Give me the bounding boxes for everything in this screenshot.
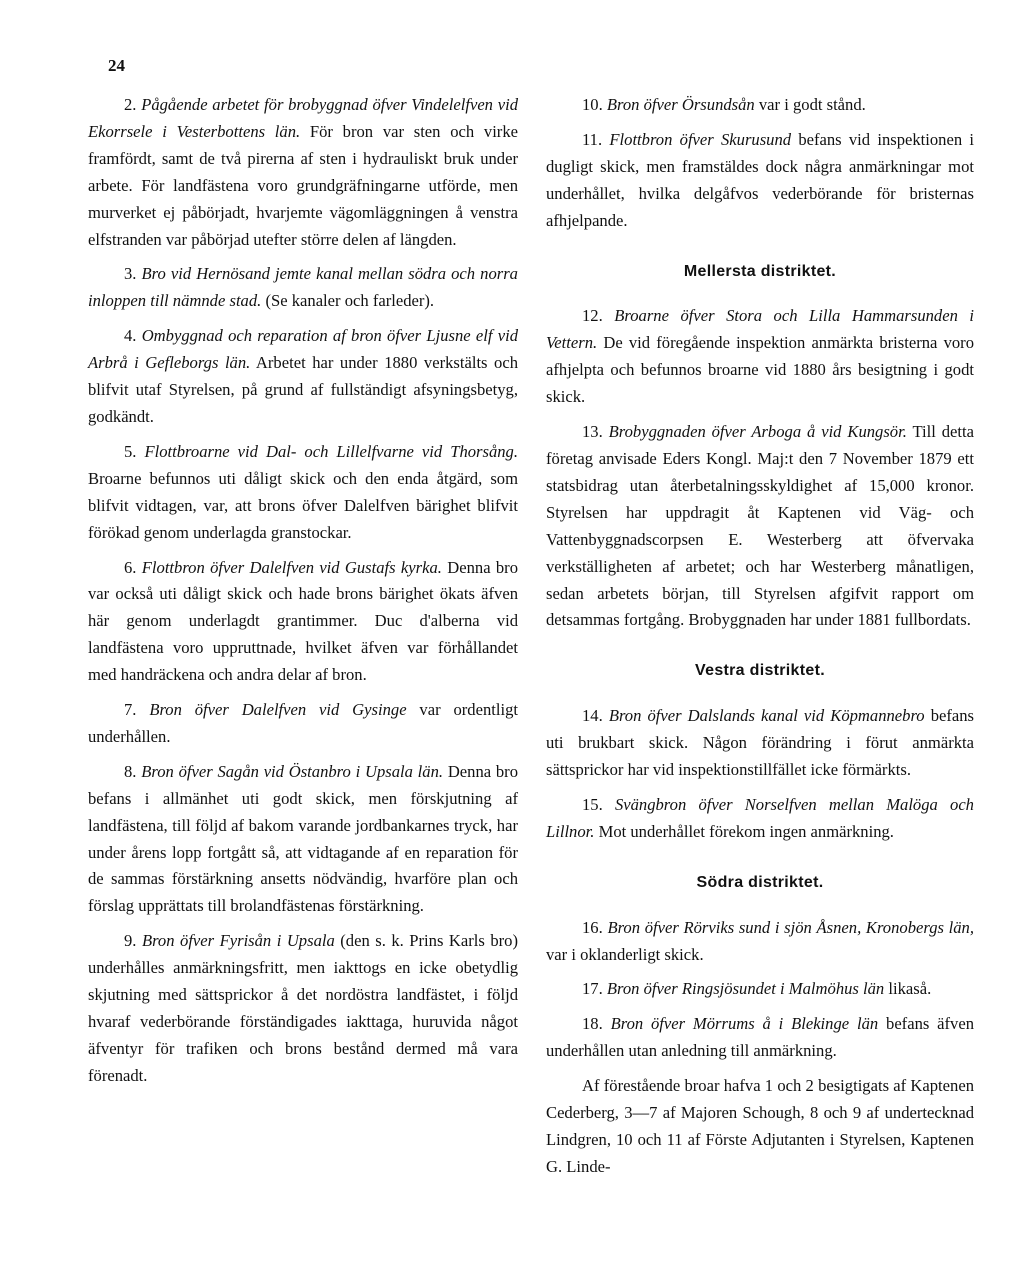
paragraph-15 bbox=[546, 792, 974, 846]
bridge-title: Bron öfver Dalelfven vid Gysinge bbox=[149, 700, 407, 720]
paragraph-number: 6. bbox=[124, 557, 137, 577]
paragraph-text: Mot underhållet förekom ingen anmärkning. bbox=[598, 821, 894, 841]
paragraph-text: befans vid inspektionen i dugligt skick, men framstäldes dock några anmärkningar mot underhållet, hvilka delgåfvos vederbörande för bristernas afhjelpande. bbox=[546, 129, 975, 230]
paragraph-number: 2. bbox=[124, 95, 137, 114]
paragraph-2 bbox=[88, 92, 518, 253]
paragraph-number: 12. bbox=[582, 306, 603, 326]
paragraph-text: befans äfven underhållen utan anledning till anmärkning. bbox=[546, 1014, 975, 1061]
paragraph-text: (den s. k. Prins Karls bro) underhålles anmärkningsfritt, men iakttogs en icke obetydlig skjutning med sättsprickor å det nordöstra landfästet, i följd hvaraf vederbörande förständigades iakttaga, huruvida något äfventyr för trafiken och brons bestånd dermed må vara förenadt. bbox=[88, 931, 518, 1085]
paragraph-number: 3. bbox=[124, 264, 137, 284]
paragraph-text: var ordentligt underhållen. bbox=[88, 700, 518, 746]
right-column bbox=[546, 92, 974, 1189]
paragraph-number: 15. bbox=[582, 794, 603, 814]
paragraph-7 bbox=[88, 697, 518, 751]
paragraph-number: 16. bbox=[582, 917, 603, 937]
bridge-title: Bron öfver Sagån vid Östanbro i Upsala län. bbox=[141, 761, 444, 781]
bridge-title: Bron öfver Örsundsån bbox=[606, 95, 755, 114]
paragraph-number: 7. bbox=[124, 700, 137, 720]
paragraph-3 bbox=[88, 261, 518, 315]
paragraph-text: (Se kanaler och farleder). bbox=[265, 291, 435, 311]
paragraph-text: Arbetet har under 1880 verkstälts och blifvit utaf Styrelsen, på grund af fullständigt afsyningsbetyg, godkändt. bbox=[88, 353, 518, 426]
bridge-title: Ombyggnad och reparation af bron öfver Ljusne elf vid Arbrå i Gefleborgs län. bbox=[88, 326, 518, 373]
section-heading-mellersta: Mellersta distriktet. bbox=[683, 262, 837, 280]
bridge-title: Bron öfver Rörviks sund i sjön Åsnen, Kronobergs län, bbox=[607, 917, 974, 937]
bridge-title: Bro vid Hernösand jemte kanal mellan södra och norra inloppen till nämnde stad. bbox=[88, 264, 518, 311]
paragraph-8 bbox=[88, 759, 518, 920]
paragraph-number: 4. bbox=[124, 326, 137, 346]
paragraph-text: likaså. bbox=[888, 979, 932, 999]
page-number: 24 bbox=[108, 56, 125, 75]
paragraph-4 bbox=[88, 323, 518, 431]
paragraph-text: För bron var sten och virke framfördt, samt de två pirerna af sten i hydrauliskt bruk under arbete. För landfästena voro grundgräfningarne utförde, men murverket ej påbörjadt, hvarjemte vägomläggningen å venstra elfstranden var påbörjad utefter större delen af längden. bbox=[88, 121, 518, 249]
paragraph-16 bbox=[546, 915, 974, 969]
paragraph-6 bbox=[88, 555, 518, 690]
bridge-title: Bron öfver Ringsjösundet i Malmöhus län bbox=[606, 979, 885, 999]
paragraph-9 bbox=[88, 928, 518, 1089]
paragraph-number: 13. bbox=[582, 422, 603, 442]
bridge-title: Brobyggnaden öfver Arboga å vid Kungsör. bbox=[608, 422, 907, 442]
paragraph-17 bbox=[546, 976, 974, 1003]
paragraph-text: var i godt stånd. bbox=[758, 95, 866, 114]
bridge-title: Broarne öfver Stora och Lilla Hammarsunden i Vettern. bbox=[546, 306, 974, 353]
closing-paragraph: Af förestående broar hafva 1 och 2 besigtigats af Kaptenen Cederberg, 3—7 af Majoren Schough, 8 och 9 af undertecknad Lindgren, 10 och 11 af Förste Adjutanten i Styrelsen, Kaptenen G. Linde- bbox=[546, 1076, 974, 1176]
paragraph-5 bbox=[88, 439, 518, 547]
paragraph-number: 14. bbox=[582, 706, 603, 726]
paragraph-14 bbox=[546, 703, 974, 784]
bridge-title: Flottbroarne vid Dal- och Lillelfvarne vid Thorsång. bbox=[144, 441, 518, 461]
paragraph-18 bbox=[546, 1011, 974, 1065]
paragraph-number: 8. bbox=[124, 761, 137, 781]
paragraph-10 bbox=[546, 92, 974, 119]
bridge-title: Flottbron öfver Skurusund bbox=[609, 129, 792, 149]
paragraph-text: De vid föregående inspektion anmärkta bristerna voro afhjelpta och befunnos broarne vid 1880 års besigtning i godt skick. bbox=[546, 333, 975, 407]
paragraph-text: Denna bro var också uti dåligt skick och hade brons bärighet ökats äfven här genom underlagdt grantimmer. Duc d'alberna vid landfästena voro uppruttnade, hvilket äfven var förhållandet med handräckena och andra delar af bron. bbox=[88, 557, 519, 685]
paragraph-12 bbox=[546, 303, 974, 411]
bridge-title: Bron öfver Dalslands kanal vid Köpmannebro bbox=[608, 706, 925, 726]
left-column bbox=[88, 92, 518, 1098]
paragraph-number: 11. bbox=[582, 129, 603, 149]
bridge-title: Flottbron öfver Dalelfven vid Gustafs kyrka. bbox=[141, 557, 442, 577]
paragraph-text: var i oklanderligt skick. bbox=[546, 944, 704, 964]
paragraph-11 bbox=[546, 127, 974, 235]
paragraph-number: 9. bbox=[124, 931, 137, 951]
bridge-title: Bron öfver Fyrisån i Upsala bbox=[141, 931, 335, 951]
paragraph-number: 10. bbox=[582, 95, 603, 114]
paragraph-text: befans uti brukbart skick. Någon förändring i förut anmärkta sättsprickor har vid inspektionstillfället icke förmärkts. bbox=[546, 706, 974, 780]
section-heading-sodra: Södra distriktet. bbox=[696, 873, 824, 891]
section-heading-vestra: Vestra distriktet. bbox=[695, 662, 825, 680]
bridge-title: Bron öfver Mörrums å i Blekinge län bbox=[610, 1014, 879, 1034]
paragraph-number: 18. bbox=[582, 1014, 603, 1034]
paragraph-text: Denna bro befans i allmänhet uti godt skick, men förskjutning af landfästena, till följd af bakom varande jordbankarnes tryck, har under årens lopp fortgått så, att vidtagande af en reparation för de sammas förstärkning ansetts nödvändig, hvarföre plan och förslag upprättats till brolandfästenas förstärkning. bbox=[88, 761, 519, 916]
paragraph-text: Till detta företag anvisade Eders Kongl. Maj:t den 7 November 1879 ett statsbidrag utan återbetalningsskyldighet af 15,000 kronor. Styrelsen har uppdragit åt Kaptenen vid Väg- och Vattenbyggnadscorpsen E. Westerberg att öfvervaka verkställigheten af arbetet; och har Westerberg månatligen, sedan arbetets början, till Styrelsen afgifvit rapport om detsammas fortgång. Brobyggnaden har under 1881 fullbordats. bbox=[546, 422, 974, 630]
paragraph-13 bbox=[546, 419, 974, 634]
paragraph-number: 5. bbox=[124, 441, 137, 461]
paragraph-number: 17. bbox=[582, 979, 603, 999]
bridge-title: Svängbron öfver Norselfven mellan Malöga och Lillnor. bbox=[546, 794, 974, 841]
paragraph-text: Broarne befunnos uti dåligt skick och den enda åtgärd, som blifvit vidtagen, var, att brons öfver Dalelfven bärighet blifvit förökad genom underlagda granstockar. bbox=[88, 468, 518, 542]
bridge-title: Pågående arbetet för brobyggnad öfver Vindelelfven vid Ekorrsele i Vesterbottens län. bbox=[88, 95, 518, 141]
